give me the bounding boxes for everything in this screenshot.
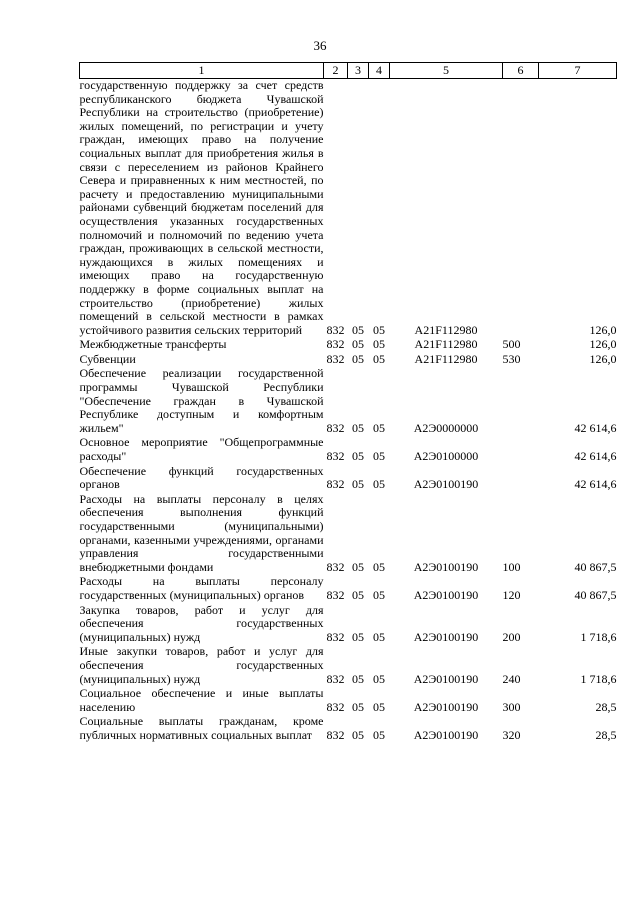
header-col-5: 5 xyxy=(390,63,503,79)
table-row xyxy=(80,353,617,368)
row-target-article: А2Э0100190 xyxy=(413,559,479,574)
header-col-4: 4 xyxy=(369,63,390,79)
table-row xyxy=(80,367,617,436)
row-amount: 28,5 xyxy=(595,699,617,714)
table-row xyxy=(80,687,617,715)
row-section-code: 05 xyxy=(352,629,364,644)
header-col-7: 7 xyxy=(539,63,617,79)
row-description: государственную поддержку за счет средств республиканского бюджета Чувашской Республики на строительство (приобретение) жилых помещений, по регистрации и учету граждан, имеющих право на получение социальных выплат для приобретения жилья в связи с переселением из районов Крайнего Севера и приравненных к ним местностей, по расчету и предоставлению муниципальными районами субвенций бюджетам поселений для осуществления указанных государственных полномочий и полномочий по ведению учета граждан, проживающих в сельской местности, нуждающихся в жилых помещениях и имеющих право на государственную поддержку в форме социальных выплат на строительство (приобретение) жилых помещений в сельской местности в рамках устойчивого развития сельских территорий xyxy=(79,78,324,337)
row-description: Межбюджетные трансферты xyxy=(79,337,227,352)
row-target-article: А2Э0100190 xyxy=(413,727,479,742)
page-number: 36 xyxy=(313,38,327,53)
header-col-2: 2 xyxy=(324,63,348,79)
row-description: Расходы на выплаты персоналу государственных (муниципальных) органов xyxy=(79,574,324,602)
row-section-code: 05 xyxy=(352,322,364,337)
row-amount: 28,5 xyxy=(595,727,617,742)
row-expense-type: 530 xyxy=(502,351,521,366)
row-target-article: А2Э0100190 xyxy=(413,477,479,492)
row-target-article: А2Э0100190 xyxy=(413,587,479,602)
row-amount: 40 867,5 xyxy=(574,587,617,602)
table-row xyxy=(80,715,617,743)
row-subsection-code: 05 xyxy=(373,629,385,644)
row-description: Иные закупки товаров, работ и услуг для обеспечения государственных (муниципальных) нужд xyxy=(79,644,324,686)
row-target-article: А2Э0100190 xyxy=(413,671,479,686)
row-description: Основное мероприятие "Общепрограммные расходы" xyxy=(79,435,324,464)
row-expense-type: 320 xyxy=(502,727,521,742)
row-amount: 126,0 xyxy=(589,322,617,337)
row-description: Обеспечение реализации государственной программы Чувашской Республики "Обеспечение граждан в Чувашской Республике доступным и комфортным жильем" xyxy=(79,366,324,435)
row-description: Субвенции xyxy=(79,351,136,366)
row-section-code: 05 xyxy=(352,420,364,435)
row-ministry-code: 832 xyxy=(326,629,345,644)
row-subsection-code: 05 xyxy=(373,322,385,337)
row-section-code: 05 xyxy=(352,559,364,574)
row-section-code: 05 xyxy=(352,699,364,714)
row-target-article: А2Э0000000 xyxy=(413,420,479,435)
row-expense-type xyxy=(503,436,539,464)
row-ministry-code: 832 xyxy=(326,587,345,602)
table-row xyxy=(80,465,617,493)
row-description: Закупка товаров, работ и услуг для обеспечения государственных (муниципальных) нужд xyxy=(79,602,324,644)
row-section-code: 05 xyxy=(352,351,364,366)
row-subsection-code: 05 xyxy=(373,420,385,435)
row-target-article: А2Э0100190 xyxy=(413,629,479,644)
row-target-article: А2Э0100000 xyxy=(413,449,479,464)
row-subsection-code: 05 xyxy=(373,587,385,602)
row-amount: 1 718,6 xyxy=(580,671,617,686)
row-expense-type: 100 xyxy=(502,559,521,574)
row-section-code: 05 xyxy=(352,587,364,602)
row-expense-type: 240 xyxy=(502,671,521,686)
row-expense-type: 300 xyxy=(502,699,521,714)
row-description: Социальные выплаты гражданам, кроме публичных нормативных социальных выплат xyxy=(79,714,324,742)
row-amount: 42 614,6 xyxy=(574,420,617,435)
row-subsection-code: 05 xyxy=(373,559,385,574)
row-section-code: 05 xyxy=(352,337,364,352)
header-col-1: 1 xyxy=(80,63,324,79)
row-ministry-code: 832 xyxy=(326,351,345,366)
row-expense-type xyxy=(503,367,539,436)
row-subsection-code: 05 xyxy=(373,449,385,464)
row-amount: 40 867,5 xyxy=(574,559,617,574)
row-expense-type xyxy=(503,465,539,493)
row-target-article: А2Э0100190 xyxy=(413,699,479,714)
row-subsection-code: 05 xyxy=(373,351,385,366)
row-expense-type: 500 xyxy=(502,337,521,352)
row-expense-type xyxy=(503,79,539,339)
table-row xyxy=(80,604,617,646)
row-description: Социальное обеспечение и иные выплаты населению xyxy=(79,686,324,714)
budget-table xyxy=(79,62,617,744)
row-amount: 42 614,6 xyxy=(574,449,617,464)
row-ministry-code: 832 xyxy=(326,477,345,492)
table-row xyxy=(80,338,617,353)
row-ministry-code: 832 xyxy=(326,420,345,435)
row-subsection-code: 05 xyxy=(373,337,385,352)
row-amount: 1 718,6 xyxy=(580,629,617,644)
row-ministry-code: 832 xyxy=(326,699,345,714)
row-section-code: 05 xyxy=(352,477,364,492)
row-target-article: А21F112980 xyxy=(414,337,478,352)
row-section-code: 05 xyxy=(352,671,364,686)
row-section-code: 05 xyxy=(352,449,364,464)
table-row xyxy=(80,79,617,339)
row-ministry-code: 832 xyxy=(326,322,345,337)
row-subsection-code: 05 xyxy=(373,699,385,714)
table-row xyxy=(80,436,617,464)
table-header-row xyxy=(80,63,617,79)
row-description: Расходы на выплаты персоналу в целях обеспечения выполнения функций государственными (муниципальными) органами, казенными учреждениями, органами управления государственными внебюджетными фондами xyxy=(79,491,324,574)
table-row xyxy=(80,575,617,603)
row-amount: 126,0 xyxy=(589,351,617,366)
row-subsection-code: 05 xyxy=(373,477,385,492)
table-row xyxy=(80,645,617,687)
row-ministry-code: 832 xyxy=(326,671,345,686)
row-target-article: А21F112980 xyxy=(414,351,478,366)
row-ministry-code: 832 xyxy=(326,559,345,574)
table-row xyxy=(80,493,617,576)
row-expense-type: 200 xyxy=(502,629,521,644)
row-amount: 42 614,6 xyxy=(574,477,617,492)
row-expense-type: 120 xyxy=(502,587,521,602)
row-subsection-code: 05 xyxy=(373,727,385,742)
row-target-article: А21F112980 xyxy=(414,322,478,337)
row-description: Обеспечение функций государственных органов xyxy=(79,463,324,492)
row-ministry-code: 832 xyxy=(326,337,345,352)
row-subsection-code: 05 xyxy=(373,671,385,686)
row-section-code: 05 xyxy=(352,727,364,742)
row-ministry-code: 832 xyxy=(326,449,345,464)
header-col-3: 3 xyxy=(348,63,369,79)
header-col-6: 6 xyxy=(503,63,539,79)
row-amount: 126,0 xyxy=(589,337,617,352)
row-ministry-code: 832 xyxy=(326,727,345,742)
table-body xyxy=(80,79,617,744)
